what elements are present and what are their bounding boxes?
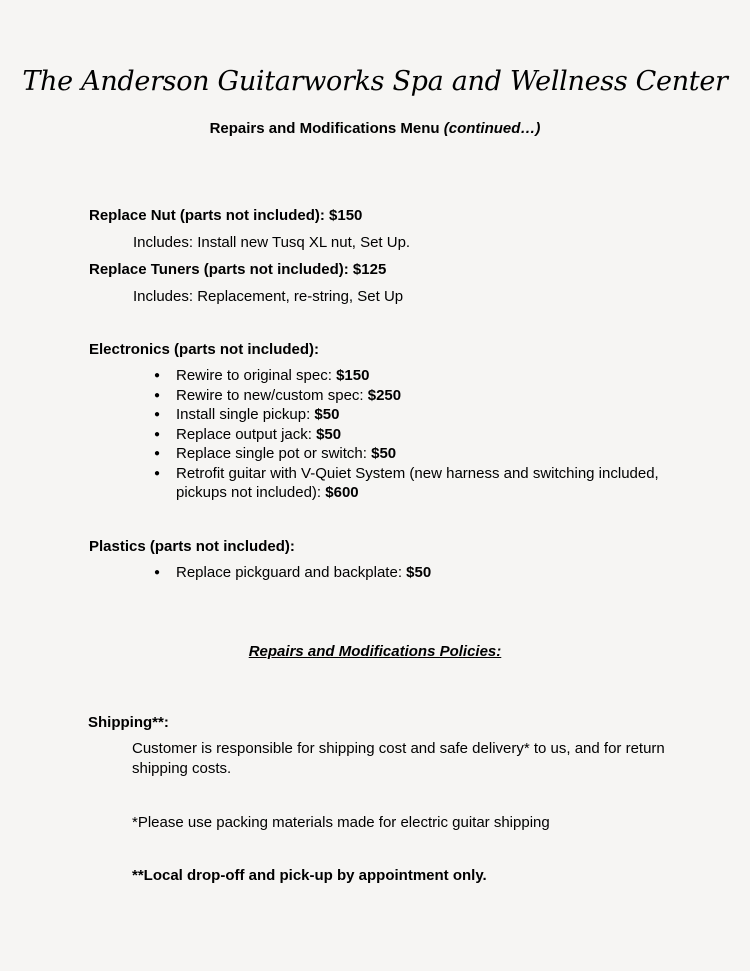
tuners-includes: Includes: Replacement, re-string, Set Up [133,288,404,305]
electronics-list [154,366,674,503]
list-item: ● Replace pickguard and backplate: $50 [154,563,674,583]
electronics-title: Electronics (parts not included): [89,341,320,358]
packing-note: *Please use packing materials made for electric guitar shipping [132,814,550,831]
policies-title: Repairs and Modifications Policies: [248,643,502,660]
nut-includes: Includes: Install new Tusq XL nut, Set Up. [133,234,411,251]
brand-title: The Anderson Guitarworks Spa and Wellness Center [22,66,728,97]
local-dropoff-note: **Local drop-off and pick-up by appointment only. [132,867,487,884]
nut-title: Replace Nut (parts not included): $150 [89,207,363,224]
list-item: ● Rewire to new/custom spec: $250 [154,386,674,406]
list-item: ● Retrofit guitar with V-Quiet System (new harness and switching included, pickups not included): $600 [154,464,674,503]
tuners-title: Replace Tuners (parts not included): $125 [89,261,387,278]
shipping-title: Shipping**: [88,714,169,731]
plastics-list [154,563,674,583]
plastics-title: Plastics (parts not included): [89,538,295,555]
shipping-text: Customer is responsible for shipping cost and safe delivery* to us, and for return shipping costs. [132,740,665,777]
list-item: ● Replace output jack: $50 [154,425,674,445]
list-item: ● Replace single pot or switch: $50 [154,444,674,464]
subtitle-text: Repairs and Modifications Menu [209,120,440,137]
page-subtitle [0,120,750,137]
subtitle-continued: (continued…) [443,120,541,137]
list-item: ● Rewire to original spec: $150 [154,366,674,386]
list-item: ● Install single pickup: $50 [154,405,674,425]
